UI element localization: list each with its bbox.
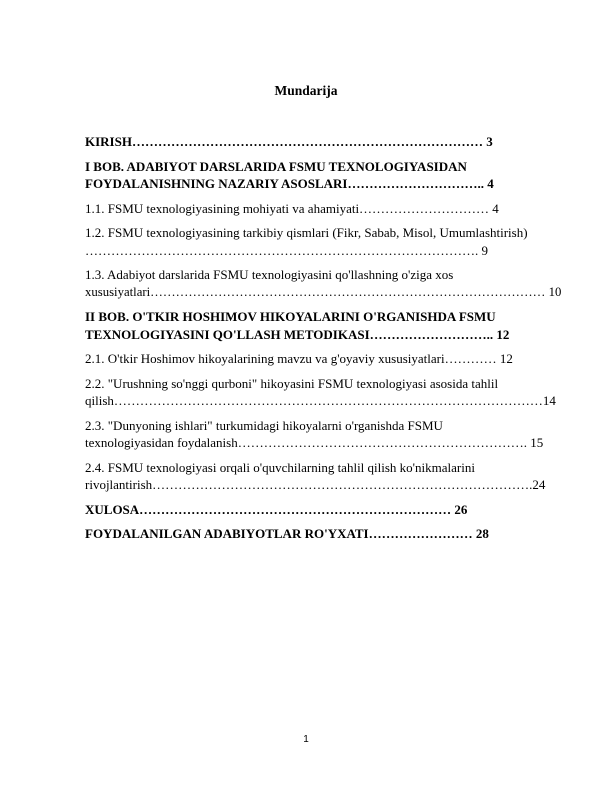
- toc-entry-line: 2.2. "Urushning so'nggi qurboni" hikoyasini FSMU texnologiyasi asosida tahlil: [85, 375, 499, 391]
- toc-entry-line: KIRISH……………………………………………………………………… 3: [85, 134, 493, 149]
- toc-entry-references[interactable]: [85, 525, 567, 543]
- table-of-contents: [85, 133, 567, 550]
- toc-entry-line: rivojlantirish…………………………………………………………………………….24: [85, 477, 546, 492]
- toc-entry-line: 1.1. FSMU texnologiyasining mohiyati va ahamiyati………………………… 4: [85, 200, 499, 216]
- toc-entry-2-4[interactable]: [85, 459, 567, 494]
- toc-entry-line: 1.3. Adabiyot darslarida FSMU texnologiyasini qo'llashning o'ziga xos: [85, 267, 454, 282]
- toc-entry-1-2[interactable]: [85, 224, 567, 259]
- toc-entry-2-2[interactable]: [85, 375, 567, 410]
- toc-entry-kirish[interactable]: [85, 133, 567, 151]
- toc-title: Mundarija: [274, 83, 338, 98]
- toc-entry-line: xususiyatlari………………………………………………………………………………… 10: [85, 284, 562, 299]
- toc-entry-line: 2.3. "Dunyoning ishlari" turkumidagi hikoyalarni o'rganishda FSMU: [85, 417, 443, 433]
- toc-entry-line: I BOB. ADABIYOT DARSLARIDA FSMU TEXNOLOGIYASIDAN: [85, 158, 467, 174]
- toc-entry-line: II BOB. O'TKIR HOSHIMOV HIKOYALARINI O'RGANISHDA FSMU: [85, 309, 496, 324]
- toc-entry-line: 2.1. O'tkir Hoshimov hikoyalarining mavzu va g'oyaviy xususiyatlari………… 12: [85, 351, 513, 366]
- page-number: 1: [303, 734, 309, 745]
- toc-entry-line: 1.2. FSMU texnologiyasining tarkibiy qismlari (Fikr, Sabab, Misol, Umumlashtirish): [85, 225, 528, 240]
- toc-entry-2-1[interactable]: [85, 350, 567, 368]
- toc-entry-line: TEXNOLOGIYASINI QO'LLASH METODIKASI……………………….. 12: [85, 326, 510, 342]
- toc-entry-line: qilish………………………………………………………………………………………14: [85, 393, 556, 408]
- toc-entry-line: FOYDALANILGAN ADABIYOTLAR RO'YXATI…………………… 28: [85, 526, 489, 541]
- toc-entry-line: texnologiyasidan foydalanish…………………………………………………………. 15: [85, 435, 544, 450]
- toc-entry-line: 2.4. FSMU texnologiyasi orqali o'quvchilarning tahlil qilish ko'nikmalarini: [85, 459, 475, 475]
- toc-entry-line: ………………………………………………………………………………. 9: [85, 242, 488, 258]
- toc-entry-line: FOYDALANISHNING NAZARIY ASOSLARI………………………….. 4: [85, 176, 494, 191]
- toc-entry-2-3[interactable]: [85, 417, 567, 452]
- toc-entry-chapter-2[interactable]: [85, 308, 567, 343]
- toc-entry-1-3[interactable]: [85, 266, 567, 301]
- toc-entry-line: XULOSA……………………………………………………………… 26: [85, 501, 468, 517]
- toc-entry-1-1[interactable]: [85, 200, 567, 218]
- toc-entry-chapter-1[interactable]: [85, 158, 567, 193]
- toc-entry-xulosa[interactable]: [85, 501, 567, 519]
